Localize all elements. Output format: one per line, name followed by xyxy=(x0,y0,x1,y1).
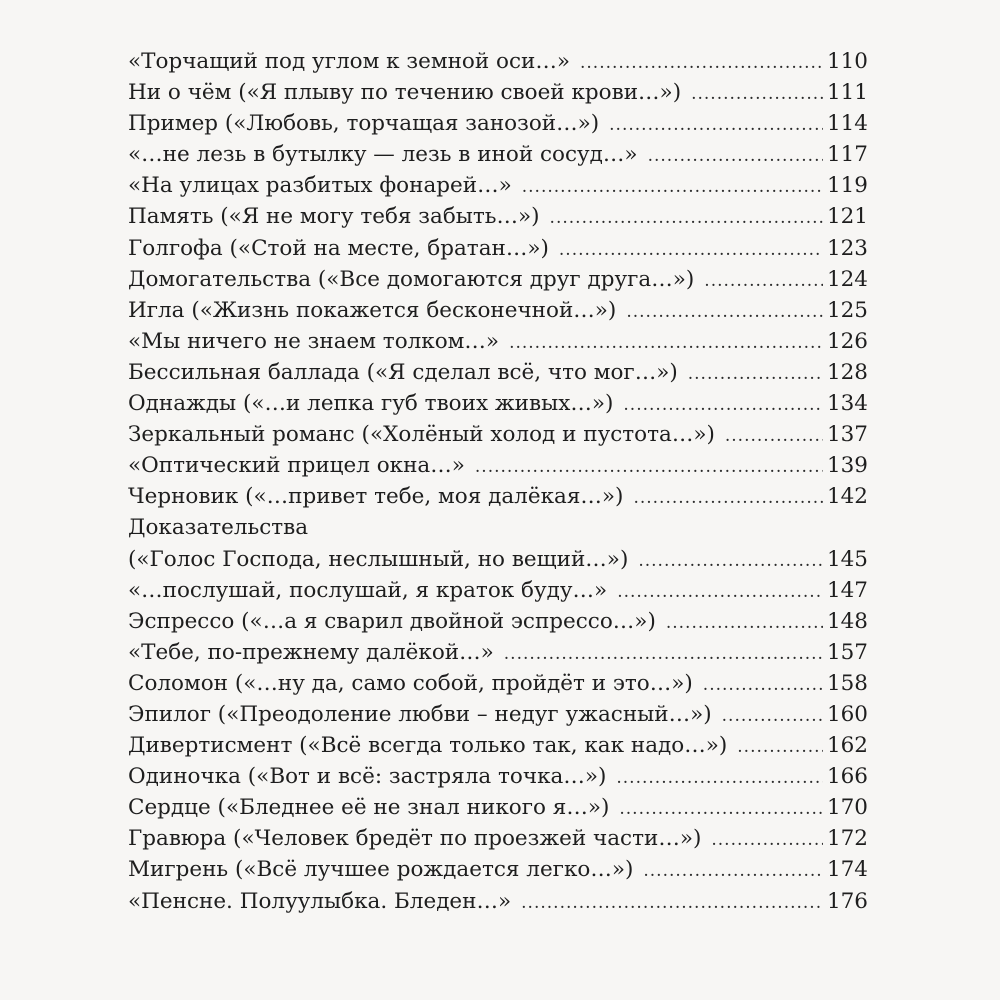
toc-entry-title: Эспрессо («…а я сварил двойной эспрессо…») xyxy=(128,608,656,634)
toc-entry-title: «Мы ничего не знаем толком…» xyxy=(128,328,500,354)
dot-leader xyxy=(643,856,823,887)
toc-entry-page-number: 145 xyxy=(826,546,868,572)
toc-entry-title: Сердце («Бледнее её не знал никого я…») xyxy=(128,795,610,821)
toc-entry-title: Гравюра («Человек бредёт по проезжей части…») xyxy=(128,826,702,852)
toc-entry-page-number: 134 xyxy=(826,391,868,417)
dot-leader xyxy=(550,203,823,234)
toc-entry-page-number: 170 xyxy=(826,795,868,821)
toc-entry-title: Черновик («…привет тебе, моя далёкая…») xyxy=(128,484,624,510)
toc-entry xyxy=(128,730,868,761)
toc-entry-title: Мигрень («Всё лучшее рождается легко…») xyxy=(128,857,634,883)
toc-entry-page-number: 110 xyxy=(826,49,868,74)
toc-entry-page-number: 117 xyxy=(826,142,868,168)
dot-leader xyxy=(619,794,823,825)
toc-entry xyxy=(128,77,868,108)
toc-entry-page-number: 148 xyxy=(826,608,868,634)
toc-entry xyxy=(128,512,868,543)
toc-entry-page-number: 126 xyxy=(826,328,868,354)
dot-leader xyxy=(633,483,823,514)
dot-leader xyxy=(704,266,823,297)
toc-entry-title: Ни о чём («Я плыву по течению своей крови…») xyxy=(128,80,682,106)
toc-entry xyxy=(128,326,868,357)
toc-entry xyxy=(128,450,868,481)
toc-entry-page-number: 147 xyxy=(826,577,868,603)
toc-entry xyxy=(128,108,868,139)
toc-entry-page-number: 174 xyxy=(826,857,868,883)
toc-entry-title: «…не лезь в бутылку — лезь в иной сосуд…» xyxy=(128,142,638,168)
dot-leader xyxy=(725,421,823,452)
toc-entry xyxy=(128,606,868,637)
toc-entry xyxy=(128,854,868,885)
toc-entry-title: Однажды («…и лепка губ твоих живых…») xyxy=(128,391,614,417)
toc-entry-page-number: 128 xyxy=(826,359,868,385)
toc-entry xyxy=(128,886,868,917)
toc-entry-title: «Пенсне. Полуулыбка. Бледен…» xyxy=(128,888,512,914)
toc-entry-title: Дивертисмент («Всё всегда только так, как надо…») xyxy=(128,733,728,759)
toc-entry-page-number: 166 xyxy=(826,764,868,790)
dot-leader xyxy=(711,825,823,856)
toc-entry-title: Зеркальный романс («Холёный холод и пустота…») xyxy=(128,422,715,448)
toc-entry xyxy=(128,357,868,388)
toc-entry-title: Голгофа («Стой на месте, братан…») xyxy=(128,235,549,261)
dot-leader xyxy=(666,608,823,639)
toc-entry-title: («Голос Господа, неслышный, но вещий…») xyxy=(128,546,629,572)
toc-entry xyxy=(128,170,868,201)
toc-entry-title: «Торчащий под углом к земной оси…» xyxy=(128,49,570,74)
toc-entry-page-number: 111 xyxy=(826,80,868,106)
toc-entry-page-number: 121 xyxy=(826,204,868,230)
dot-leader xyxy=(737,732,823,763)
dot-leader xyxy=(638,546,823,577)
toc-entry-page-number: 176 xyxy=(826,888,868,914)
toc-entry-page-number: 142 xyxy=(826,484,868,510)
toc-entry xyxy=(128,668,868,699)
toc-entry-title: «На улицах разбитых фонарей…» xyxy=(128,173,512,199)
toc-entry-title: Одиночка («Вот и всё: застряла точка…») xyxy=(128,764,607,790)
dot-leader xyxy=(509,328,823,359)
toc-entry-title: «…послушай, послушай, я краток буду…» xyxy=(128,577,608,603)
toc-entry-page-number: 114 xyxy=(826,111,868,137)
toc-entry-title: Память («Я не могу тебя забыть…») xyxy=(128,204,540,230)
toc-entry xyxy=(128,823,868,854)
toc-entry-title: «Тебе, по-прежнему далёкой…» xyxy=(128,639,494,665)
dot-leader xyxy=(626,297,823,328)
toc-entry-page-number: 158 xyxy=(826,670,868,696)
toc-entry xyxy=(128,388,868,419)
toc-entry xyxy=(128,699,868,730)
toc-entry xyxy=(128,295,868,326)
dot-leader xyxy=(722,701,823,732)
table-of-contents xyxy=(128,46,868,917)
toc-entry xyxy=(128,761,868,792)
toc-entry-page-number: 172 xyxy=(826,826,868,852)
toc-entry-page-number: 139 xyxy=(826,453,868,479)
toc-entry-page-number: 137 xyxy=(826,422,868,448)
dot-leader xyxy=(580,48,823,79)
dot-leader xyxy=(688,359,823,390)
toc-entry-page-number: 160 xyxy=(826,701,868,727)
toc-entry-title: «Оптический прицел окна…» xyxy=(128,453,465,479)
dot-leader xyxy=(691,79,823,110)
toc-entry-page-number: 125 xyxy=(826,297,868,323)
dot-leader xyxy=(648,141,823,172)
dot-leader xyxy=(609,110,823,141)
toc-entry-page-number: 162 xyxy=(826,733,868,759)
toc-entry xyxy=(128,575,868,606)
dot-leader xyxy=(617,577,823,608)
dot-leader xyxy=(703,670,823,701)
dot-leader xyxy=(623,390,823,421)
toc-entry-title: Соломон («…ну да, само собой, пройдёт и это…») xyxy=(128,670,693,696)
toc-entry-page-number: 124 xyxy=(826,266,868,292)
toc-entry xyxy=(128,419,868,450)
toc-entry-page-number: 123 xyxy=(826,235,868,261)
toc-entry xyxy=(128,46,868,77)
dot-leader xyxy=(475,452,823,483)
dot-leader xyxy=(504,639,823,670)
dot-leader xyxy=(522,172,823,203)
dot-leader xyxy=(559,235,823,266)
toc-entry xyxy=(128,544,868,575)
toc-entry-page-number: 157 xyxy=(826,639,868,665)
toc-entry xyxy=(128,264,868,295)
toc-entry-title: Игла («Жизнь покажется бесконечной…») xyxy=(128,297,617,323)
toc-entry xyxy=(128,481,868,512)
toc-entry-page-number: 119 xyxy=(826,173,868,199)
dot-leader xyxy=(616,763,823,794)
toc-entry-title: Домогательства («Все домогаются друг друга…») xyxy=(128,266,695,292)
toc-entry xyxy=(128,792,868,823)
toc-entry xyxy=(128,233,868,264)
dot-leader xyxy=(521,888,823,919)
toc-entry xyxy=(128,637,868,668)
toc-entry xyxy=(128,201,868,232)
toc-entry-title: Бессильная баллада («Я сделал всё, что мог…») xyxy=(128,359,678,385)
toc-entry xyxy=(128,139,868,170)
toc-entry-title: Пример («Любовь, торчащая занозой…») xyxy=(128,111,600,137)
toc-entry-title: Эпилог («Преодоление любви – недуг ужасный…») xyxy=(128,701,712,727)
toc-entry-title: Доказательства xyxy=(128,515,309,541)
